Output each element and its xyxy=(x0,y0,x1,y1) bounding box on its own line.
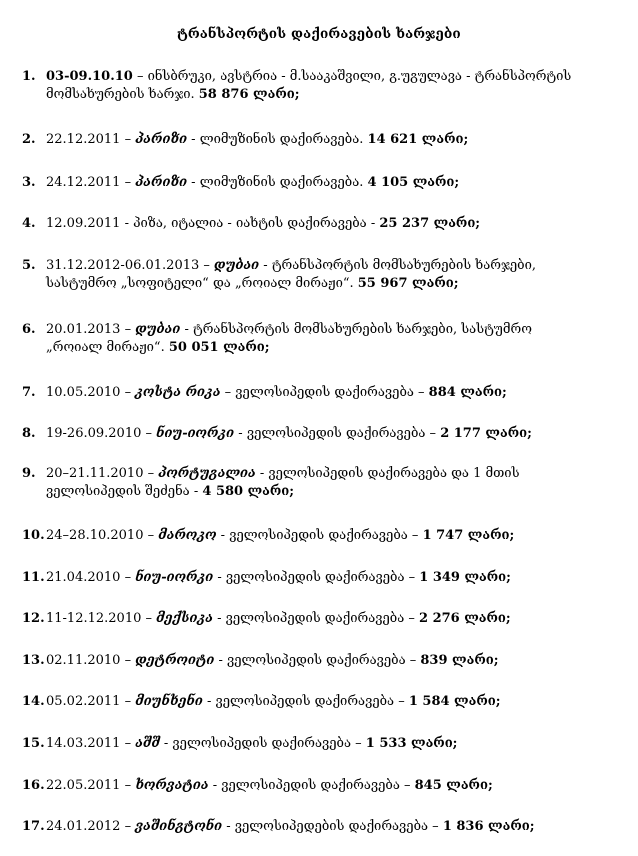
list-item xyxy=(22,131,592,149)
item-number: 7. xyxy=(22,385,36,400)
item-text xyxy=(46,652,592,670)
item-text xyxy=(46,610,592,628)
item-description: - ტრანსპორტის მომსახურების ხარჯები, სასტუმრო „როიალ მირაჟი“. xyxy=(46,322,532,355)
item-amount: 1 349 ლარი; xyxy=(419,570,511,585)
item-amount: 1 533 ლარი; xyxy=(365,736,458,751)
item-place: მაროკო xyxy=(158,528,217,543)
item-separator: – xyxy=(120,694,136,709)
item-date: 24.01.2012 xyxy=(46,819,121,834)
item-amount: 2 276 ლარი; xyxy=(419,611,511,626)
item-separator: – xyxy=(120,385,136,400)
item-amount: 2 177 ლარი; xyxy=(440,426,532,441)
item-number: 17. xyxy=(22,819,45,834)
item-description: - ველოსიპედის დაქირავება – xyxy=(202,694,409,709)
item-amount: 58 876 ლარი; xyxy=(198,87,300,102)
item-text xyxy=(46,174,592,192)
item-text xyxy=(46,777,592,795)
item-number: 11. xyxy=(22,570,45,585)
item-separator: – xyxy=(120,653,136,668)
item-place: დუბაი xyxy=(214,258,260,273)
list-item xyxy=(22,465,592,501)
list-item xyxy=(22,693,592,711)
item-text xyxy=(46,527,592,545)
item-number: 1. xyxy=(22,69,36,84)
item-description: - ველოსიპედის დაქირავება – xyxy=(216,528,423,543)
item-amount: 839 ლარი; xyxy=(420,653,499,668)
list-item xyxy=(22,527,592,545)
item-text xyxy=(46,215,592,233)
item-number: 14. xyxy=(22,694,45,709)
item-separator: – xyxy=(120,132,136,147)
item-separator: – xyxy=(120,175,136,190)
item-amount: 1 836 ლარი; xyxy=(442,819,535,834)
list-item xyxy=(22,384,592,402)
item-text xyxy=(46,384,592,402)
item-number: 8. xyxy=(22,426,36,441)
item-description: - პიზა, იტალია - იახტის დაქირავება - xyxy=(120,216,380,231)
item-place: ნიუ-იორკი xyxy=(135,570,214,585)
item-place: პორტუგალია xyxy=(158,466,256,481)
item-date: 31.12.2012-06.01.2013 xyxy=(46,258,200,273)
item-text xyxy=(46,131,592,149)
item-separator: – xyxy=(120,778,136,793)
list-item xyxy=(22,68,592,104)
item-place: ნიუ-იორკი xyxy=(156,426,235,441)
item-separator: – xyxy=(120,819,136,834)
item-text xyxy=(46,693,592,711)
item-separator: – xyxy=(143,528,159,543)
list-item xyxy=(22,425,592,443)
item-amount: 884 ლარი; xyxy=(428,385,507,400)
item-place: ვაშინგტონი xyxy=(135,819,223,834)
list-item xyxy=(22,610,592,628)
item-separator: – xyxy=(141,426,157,441)
item-date: 20.01.2013 xyxy=(46,322,121,337)
item-amount: 25 237 ლარი; xyxy=(379,216,481,231)
item-description: - ტრანსპორტის მომსახურების ხარჯები, სასტუმრო „სოფიტელი“ და „როიალ მირაჟი“. xyxy=(46,258,536,291)
item-text xyxy=(46,818,592,836)
item-date: 24–28.10.2010 xyxy=(46,528,144,543)
item-place: პარიზი xyxy=(135,132,188,147)
item-place: კოსტა რიკა xyxy=(135,385,221,400)
item-text xyxy=(46,569,592,587)
item-separator: – xyxy=(120,736,136,751)
item-number: 16. xyxy=(22,778,45,793)
item-description: - ველოსიპედის დაქირავება – xyxy=(214,653,421,668)
item-amount: 1 584 ლარი; xyxy=(408,694,501,709)
item-description: - ველოსიპედის დაქირავება – xyxy=(213,570,420,585)
item-number: 12. xyxy=(22,611,45,626)
list-item xyxy=(22,652,592,670)
item-date: 05.02.2011 xyxy=(46,694,121,709)
item-description: - ლიმუზინის დაქირავება. xyxy=(187,132,368,147)
item-number: 6. xyxy=(22,322,36,337)
item-date: 11-12.12.2010 xyxy=(46,611,142,626)
list-item xyxy=(22,257,592,293)
item-date: 22.12.2011 xyxy=(46,132,121,147)
item-amount: 4 105 ლარი; xyxy=(367,175,460,190)
item-amount: 845 ლარი; xyxy=(414,778,493,793)
item-number: 9. xyxy=(22,466,36,481)
item-description: - ველოსიპედის დაქირავება – xyxy=(208,778,415,793)
item-amount: 4 580 ლარი; xyxy=(202,484,295,499)
item-date: 10.05.2010 xyxy=(46,385,121,400)
item-place: ხორვატია xyxy=(135,778,209,793)
list-item xyxy=(22,174,592,192)
item-text xyxy=(46,465,592,501)
item-date: 03-09.10.10 xyxy=(46,69,133,84)
item-amount: 1 747 ლარი; xyxy=(422,528,515,543)
item-place: აშშ xyxy=(135,736,160,751)
item-description: – ველოსიპედის დაქირავება – xyxy=(220,385,429,400)
item-description: – ინსბრუკი, ავსტრია - მ.სააკაშვილი, გ.უგულავა - ტრანსპორტის მომსახურების ხარჯი. xyxy=(46,69,572,102)
item-number: 10. xyxy=(22,528,45,543)
item-text xyxy=(46,425,592,443)
item-place: პარიზი xyxy=(135,175,188,190)
list-item xyxy=(22,777,592,795)
item-date: 20–21.11.2010 xyxy=(46,466,144,481)
item-date: 19-26.09.2010 xyxy=(46,426,142,441)
item-separator: – xyxy=(199,258,215,273)
item-description: - ველოსიპედის დაქირავება – xyxy=(234,426,441,441)
item-number: 15. xyxy=(22,736,45,751)
item-date: 24.12.2011 xyxy=(46,175,121,190)
item-place: დეტროიტი xyxy=(135,653,215,668)
item-description: - ველოსიპედების დაქირავება – xyxy=(222,819,443,834)
item-place: დუბაი xyxy=(135,322,181,337)
list-item xyxy=(22,735,592,753)
item-date: 21.04.2010 xyxy=(46,570,121,585)
item-date: 12.09.2011 xyxy=(46,216,121,231)
document-title: ტრანსპორტის დაქირავების ხარჯები xyxy=(177,26,461,42)
item-separator: – xyxy=(143,466,159,481)
list-item xyxy=(22,215,592,233)
item-amount: 50 051 ლარი; xyxy=(168,340,270,355)
item-amount: 14 621 ლარი; xyxy=(367,132,469,147)
item-separator: – xyxy=(120,322,136,337)
item-date: 02.11.2010 xyxy=(46,653,121,668)
item-amount: 55 967 ლარი; xyxy=(357,276,459,291)
item-place: მიუნხენი xyxy=(135,694,203,709)
list-item xyxy=(22,569,592,587)
item-description: - ველოსიპედის დაქირავება – xyxy=(159,736,366,751)
item-place: მექსიკა xyxy=(156,611,213,626)
item-number: 2. xyxy=(22,132,36,147)
item-description: - ველოსიპედის დაქირავება – xyxy=(212,611,419,626)
item-text xyxy=(46,735,592,753)
item-separator: – xyxy=(141,611,157,626)
item-text xyxy=(46,257,592,293)
item-number: 13. xyxy=(22,653,45,668)
item-text xyxy=(46,321,592,357)
list-item xyxy=(22,818,592,836)
item-date: 14.03.2011 xyxy=(46,736,121,751)
list-item xyxy=(22,321,592,357)
item-number: 5. xyxy=(22,258,36,273)
item-date: 22.05.2011 xyxy=(46,778,121,793)
item-text xyxy=(46,68,592,104)
item-description: - ლიმუზინის დაქირავება. xyxy=(187,175,368,190)
item-description: - ველოსიპედის დაქირავება და 1 მთის ველოსიპედის შეძენა - xyxy=(46,466,520,499)
item-number: 4. xyxy=(22,216,36,231)
item-number: 3. xyxy=(22,175,36,190)
item-separator: – xyxy=(120,570,136,585)
